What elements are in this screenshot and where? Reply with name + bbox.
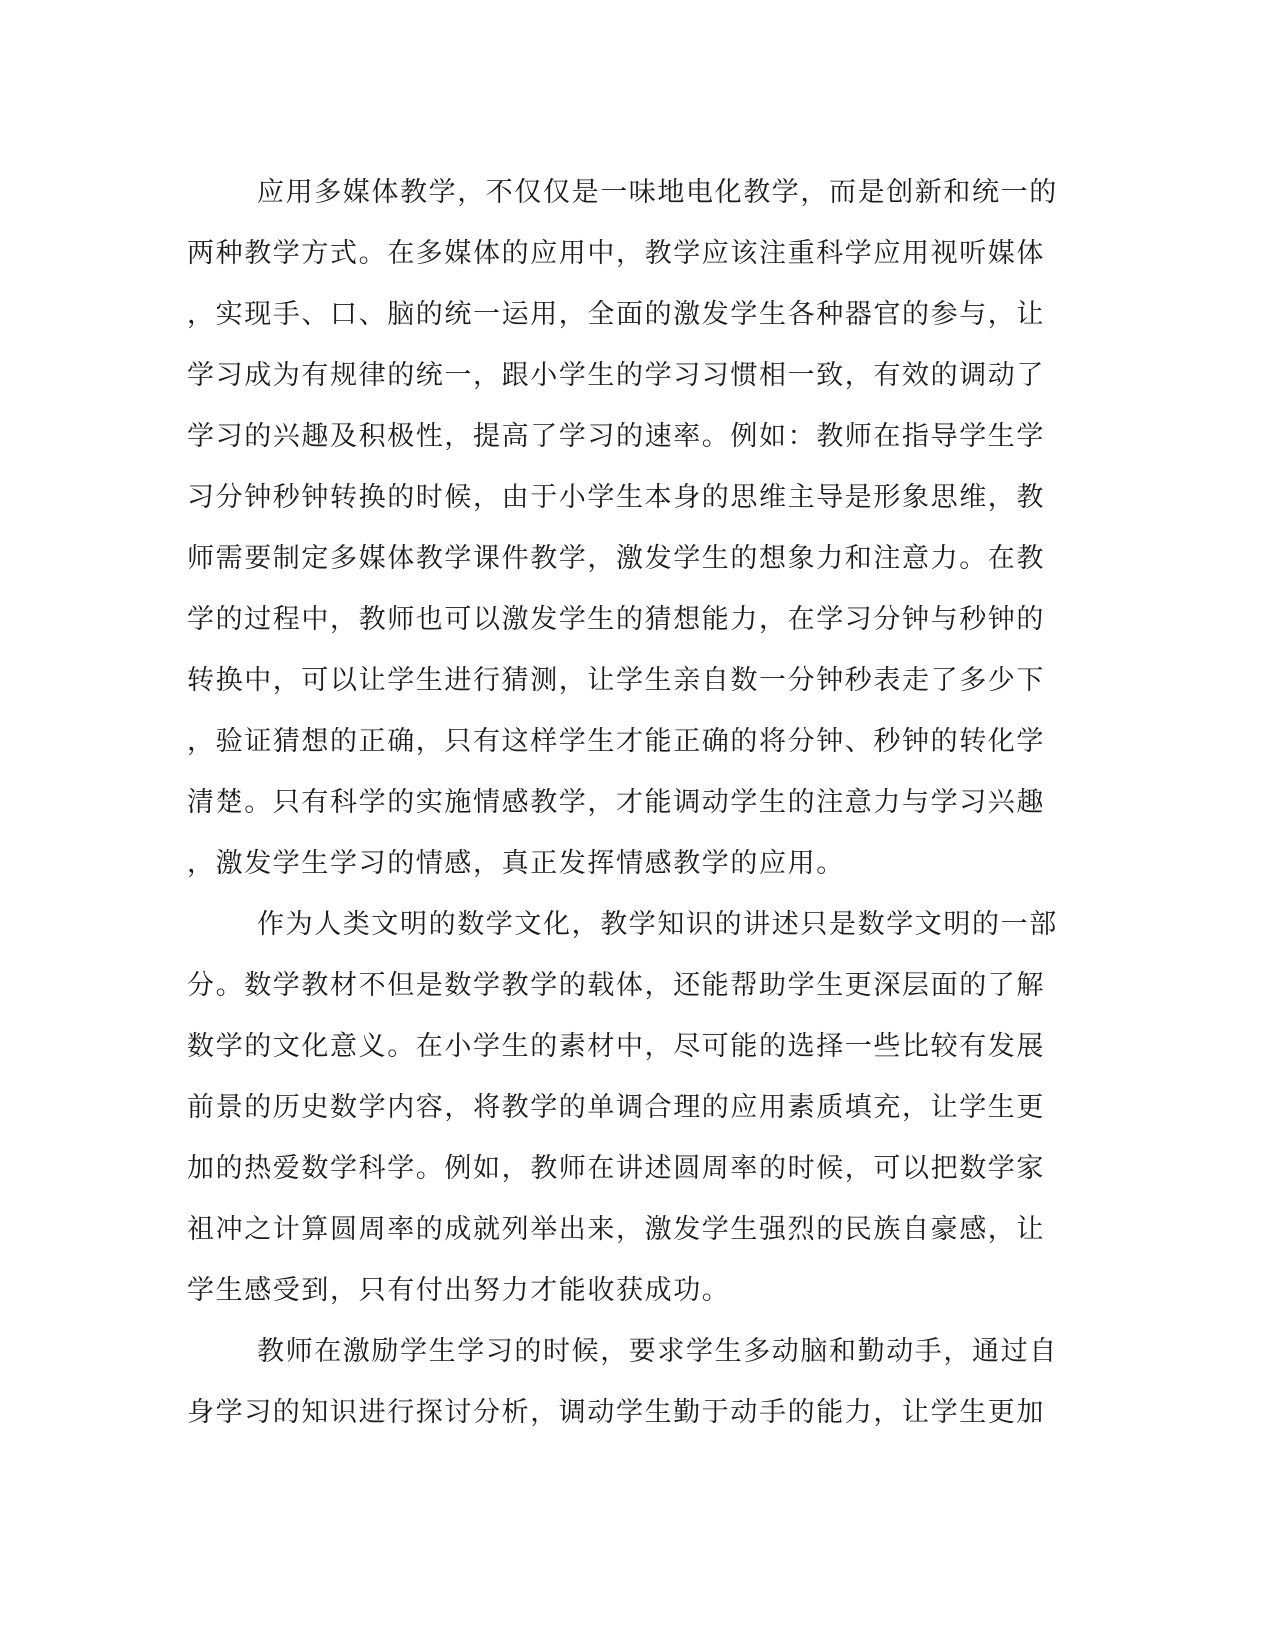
text-line: 应用多媒体教学，不仅仅是一味地电化教学，而是创新和统一的 — [257, 177, 1058, 208]
text-line: ，实现手、口、脑的统一运用，全面的激发学生各种器官的参与，让 — [187, 299, 1045, 330]
text-line: 分。数学教材不但是数学教学的载体，还能帮助学生更深层面的了解 — [187, 970, 1045, 1001]
text-line: 身学习的知识进行探讨分析，调动学生勤于动手的能力，让学生更加 — [187, 1397, 1045, 1428]
text-line: 师需要制定多媒体教学课件教学，激发学生的想象力和注意力。在教 — [187, 543, 1045, 574]
text-line: 习分钟秒钟转换的时候，由于小学生本身的思维主导是形象思维，教 — [187, 482, 1045, 513]
text-line: 学的过程中，教师也可以激发学生的猜想能力，在学习分钟与秒钟的 — [187, 604, 1045, 635]
text-line: 两种教学方式。在多媒体的应用中，教学应该注重科学应用视听媒体 — [187, 238, 1045, 269]
text-line: 数学的文化意义。在小学生的素材中，尽可能的选择一些比较有发展 — [187, 1031, 1045, 1062]
text-line: 学习的兴趣及积极性，提高了学习的速率。例如：教师在指导学生学 — [187, 421, 1045, 452]
text-line: 学生感受到，只有付出努力才能收获成功。 — [187, 1275, 731, 1306]
body-text — [187, 162, 1067, 1443]
text-line: 教师在激励学生学习的时候，要求学生多动脑和勤动手，通过自 — [257, 1336, 1058, 1367]
text-line: 加的热爱数学科学。例如，教师在讲述圆周率的时候，可以把数学家 — [187, 1153, 1045, 1184]
paragraph-3 — [187, 1321, 1067, 1443]
text-line: 祖冲之计算圆周率的成就列举出来，激发学生强烈的民族自豪感，让 — [187, 1214, 1045, 1245]
text-line: 转换中，可以让学生进行猜测，让学生亲自数一分钟秒表走了多少下 — [187, 665, 1045, 696]
text-line: 前景的历史数学内容，将教学的单调合理的应用素质填充，让学生更 — [187, 1092, 1045, 1123]
text-line: 清楚。只有科学的实施情感教学，才能调动学生的注意力与学习兴趣 — [187, 787, 1045, 818]
text-line: 学习成为有规律的统一，跟小学生的学习习惯相一致，有效的调动了 — [187, 360, 1045, 391]
text-line: 作为人类文明的数学文化，教学知识的讲述只是数学文明的一部 — [257, 909, 1058, 940]
paragraph-2 — [187, 894, 1067, 1321]
paragraph-1 — [187, 162, 1067, 894]
text-line: ，激发学生学习的情感，真正发挥情感教学的应用。 — [187, 848, 845, 879]
text-line: ，验证猜想的正确，只有这样学生才能正确的将分钟、秒钟的转化学 — [187, 726, 1045, 757]
